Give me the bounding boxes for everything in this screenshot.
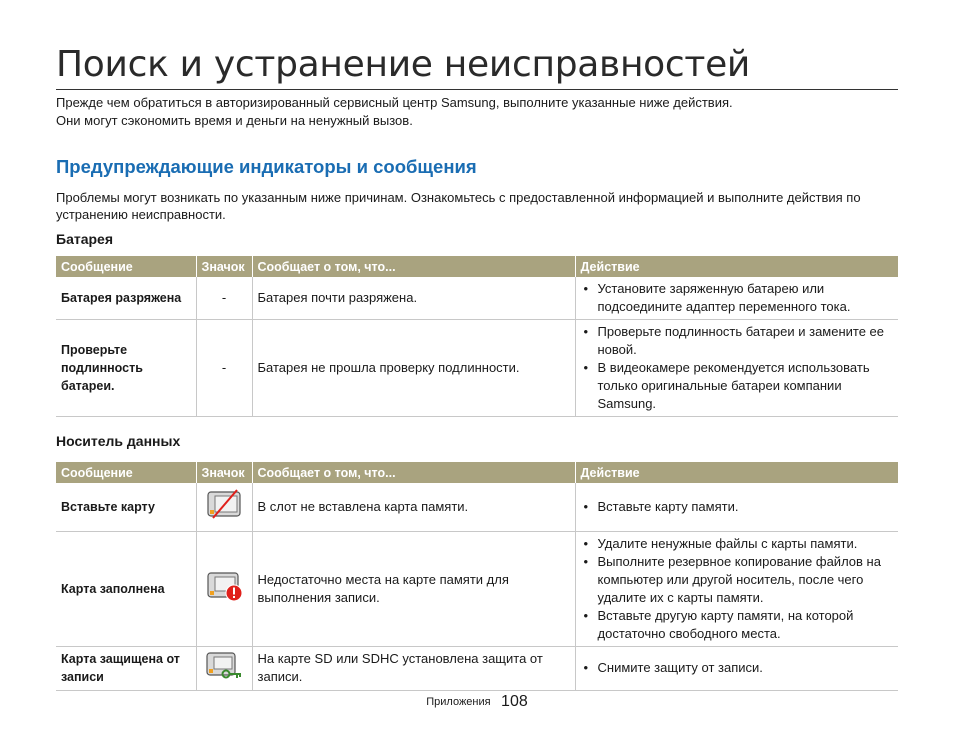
- row-message: Проверьте подлинность батареи.: [56, 320, 196, 417]
- row-action: [575, 646, 898, 690]
- action-item: • В видеокамере рекомендуется использовать только оригинальные батареи компании Samsung.: [581, 359, 894, 413]
- col-icon: Значок: [196, 256, 252, 277]
- intro: [56, 94, 733, 130]
- row-meaning: На карте SD или SDHC установлена защита от записи.: [252, 646, 575, 690]
- table-header: [56, 462, 898, 483]
- row-icon: -: [196, 277, 252, 320]
- section-intro: Проблемы могут возникать по указанным ниже причинам. Ознакомьтесь с предоставленной информацией и выполните действия по устранению неисправности.: [56, 190, 861, 222]
- row-meaning: В слот не вставлена карта памяти.: [252, 483, 575, 531]
- col-icon: Значок: [196, 462, 252, 483]
- row-action: [575, 320, 898, 417]
- row-message: Вставьте карту: [56, 483, 196, 531]
- no-card-icon: [205, 488, 243, 520]
- section-title: Предупреждающие индикаторы и сообщения: [56, 156, 477, 177]
- table-row: [56, 531, 898, 646]
- storage-table: [56, 462, 898, 691]
- row-icon: -: [196, 320, 252, 417]
- row-action: [575, 483, 898, 531]
- row-action: [575, 531, 898, 646]
- row-meaning: Батарея почти разряжена.: [252, 277, 575, 320]
- page-title: Поиск и устранение неисправностей: [56, 44, 751, 85]
- table-row: [56, 320, 898, 417]
- page-number: 108: [501, 693, 528, 710]
- storage-heading: Носитель данных: [56, 433, 181, 449]
- action-item: • Удалите ненужные файлы с карты памяти.: [581, 535, 894, 553]
- row-message: Карта защищена от записи: [56, 646, 196, 690]
- title-rule: [56, 89, 898, 90]
- row-meaning: Батарея не прошла проверку подлинности.: [252, 320, 575, 417]
- page-footer: [0, 693, 954, 711]
- col-meaning: Сообщает о том, что...: [252, 256, 575, 277]
- action-item: • Вставьте другую карту памяти, на которой достаточно свободного места.: [581, 607, 894, 643]
- intro-line-2: Они могут сэкономить время и деньги на ненужный вызов.: [56, 113, 413, 128]
- col-message: Сообщение: [56, 256, 196, 277]
- card-locked-icon: [204, 651, 244, 681]
- table-row: [56, 646, 898, 690]
- col-action: Действие: [575, 462, 898, 483]
- action-item: • Выполните резервное копирование файлов на компьютер или другой носитель, после чего удалите их с карты памяти.: [581, 553, 894, 607]
- row-icon: [196, 646, 252, 690]
- col-action: Действие: [575, 256, 898, 277]
- table-header: [56, 256, 898, 277]
- row-message: Батарея разряжена: [56, 277, 196, 320]
- action-item: • Вставьте карту памяти.: [581, 498, 894, 516]
- row-action: [575, 277, 898, 320]
- battery-heading: Батарея: [56, 231, 113, 247]
- row-icon: [196, 483, 252, 531]
- table-row: [56, 483, 898, 531]
- footer-section-label: Приложения: [426, 696, 491, 708]
- action-item: • Установите заряженную батарею или подсоедините адаптер переменного тока.: [581, 280, 894, 316]
- table-row: [56, 277, 898, 320]
- action-item: • Проверьте подлинность батареи и замените ее новой.: [581, 323, 894, 359]
- col-meaning: Сообщает о том, что...: [252, 462, 575, 483]
- row-meaning: Недостаточно места на карте памяти для выполнения записи.: [252, 531, 575, 646]
- card-full-icon: [205, 569, 243, 603]
- row-message: Карта заполнена: [56, 531, 196, 646]
- battery-table: [56, 256, 898, 417]
- intro-line-1: Прежде чем обратиться в авторизированный сервисный центр Samsung, выполните указанные ниже действия.: [56, 95, 733, 110]
- row-icon: [196, 531, 252, 646]
- action-item: • Снимите защиту от записи.: [581, 659, 894, 677]
- col-message: Сообщение: [56, 462, 196, 483]
